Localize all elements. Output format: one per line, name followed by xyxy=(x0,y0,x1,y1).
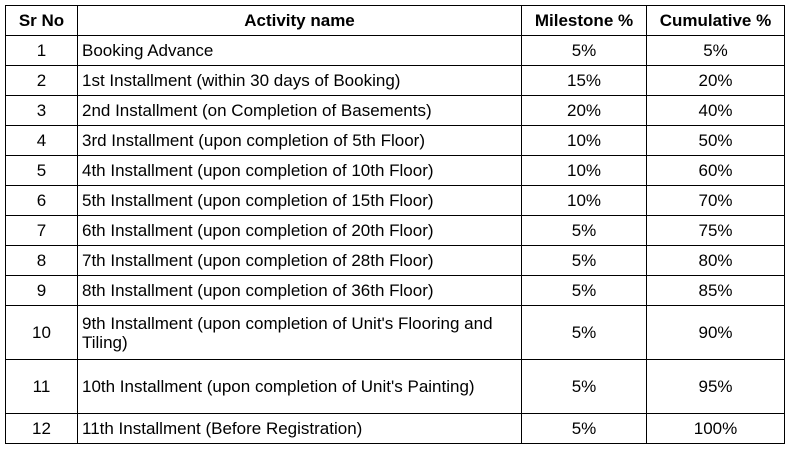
table-row xyxy=(6,36,785,66)
activity-cell: 6th Installment (upon completion of 20th Floor) xyxy=(78,216,522,246)
milestone-cell: 5% xyxy=(522,360,647,414)
sr-no-cell: 3 xyxy=(6,96,78,126)
milestone-cell: 10% xyxy=(522,186,647,216)
sr-no-cell: 4 xyxy=(6,126,78,156)
table-row xyxy=(6,246,785,276)
activity-cell: 1st Installment (within 30 days of Booking) xyxy=(78,66,522,96)
table-header-row xyxy=(6,6,785,36)
header-cumulative-percent: Cumulative % xyxy=(647,6,785,36)
sr-no-cell: 11 xyxy=(6,360,78,414)
milestone-cell: 5% xyxy=(522,216,647,246)
activity-cell: 9th Installment (upon completion of Unit's Flooring and Tiling) xyxy=(78,306,522,360)
sr-no-cell: 5 xyxy=(6,156,78,186)
sr-no-cell: 12 xyxy=(6,414,78,444)
activity-cell: 11th Installment (Before Registration) xyxy=(78,414,522,444)
activity-cell: 7th Installment (upon completion of 28th Floor) xyxy=(78,246,522,276)
cumulative-cell: 95% xyxy=(647,360,785,414)
header-activity-name: Activity name xyxy=(78,6,522,36)
milestone-cell: 5% xyxy=(522,414,647,444)
milestone-cell: 20% xyxy=(522,96,647,126)
table-row xyxy=(6,186,785,216)
activity-cell: 2nd Installment (on Completion of Basements) xyxy=(78,96,522,126)
cumulative-cell: 90% xyxy=(647,306,785,360)
sr-no-cell: 10 xyxy=(6,306,78,360)
payment-plan-table xyxy=(5,5,785,444)
activity-cell: 4th Installment (upon completion of 10th Floor) xyxy=(78,156,522,186)
cumulative-cell: 40% xyxy=(647,96,785,126)
cumulative-cell: 70% xyxy=(647,186,785,216)
milestone-cell: 10% xyxy=(522,156,647,186)
milestone-cell: 10% xyxy=(522,126,647,156)
table-row xyxy=(6,306,785,360)
cumulative-cell: 5% xyxy=(647,36,785,66)
header-sr-no: Sr No xyxy=(6,6,78,36)
activity-cell: Booking Advance xyxy=(78,36,522,66)
activity-cell: 5th Installment (upon completion of 15th Floor) xyxy=(78,186,522,216)
table-row xyxy=(6,216,785,246)
cumulative-cell: 100% xyxy=(647,414,785,444)
sr-no-cell: 9 xyxy=(6,276,78,306)
sr-no-cell: 7 xyxy=(6,216,78,246)
milestone-cell: 5% xyxy=(522,276,647,306)
table-row xyxy=(6,66,785,96)
activity-cell: 3rd Installment (upon completion of 5th Floor) xyxy=(78,126,522,156)
milestone-cell: 5% xyxy=(522,246,647,276)
cumulative-cell: 50% xyxy=(647,126,785,156)
sr-no-cell: 8 xyxy=(6,246,78,276)
cumulative-cell: 80% xyxy=(647,246,785,276)
cumulative-cell: 85% xyxy=(647,276,785,306)
table-row xyxy=(6,276,785,306)
table-row xyxy=(6,126,785,156)
header-milestone-percent: Milestone % xyxy=(522,6,647,36)
sr-no-cell: 6 xyxy=(6,186,78,216)
table-row xyxy=(6,414,785,444)
sr-no-cell: 1 xyxy=(6,36,78,66)
milestone-cell: 5% xyxy=(522,306,647,360)
table-row xyxy=(6,156,785,186)
table-row xyxy=(6,360,785,414)
sr-no-cell: 2 xyxy=(6,66,78,96)
cumulative-cell: 20% xyxy=(647,66,785,96)
milestone-cell: 5% xyxy=(522,36,647,66)
cumulative-cell: 75% xyxy=(647,216,785,246)
milestone-cell: 15% xyxy=(522,66,647,96)
activity-cell: 8th Installment (upon completion of 36th Floor) xyxy=(78,276,522,306)
cumulative-cell: 60% xyxy=(647,156,785,186)
table-row xyxy=(6,96,785,126)
activity-cell: 10th Installment (upon completion of Unit's Painting) xyxy=(78,360,522,414)
